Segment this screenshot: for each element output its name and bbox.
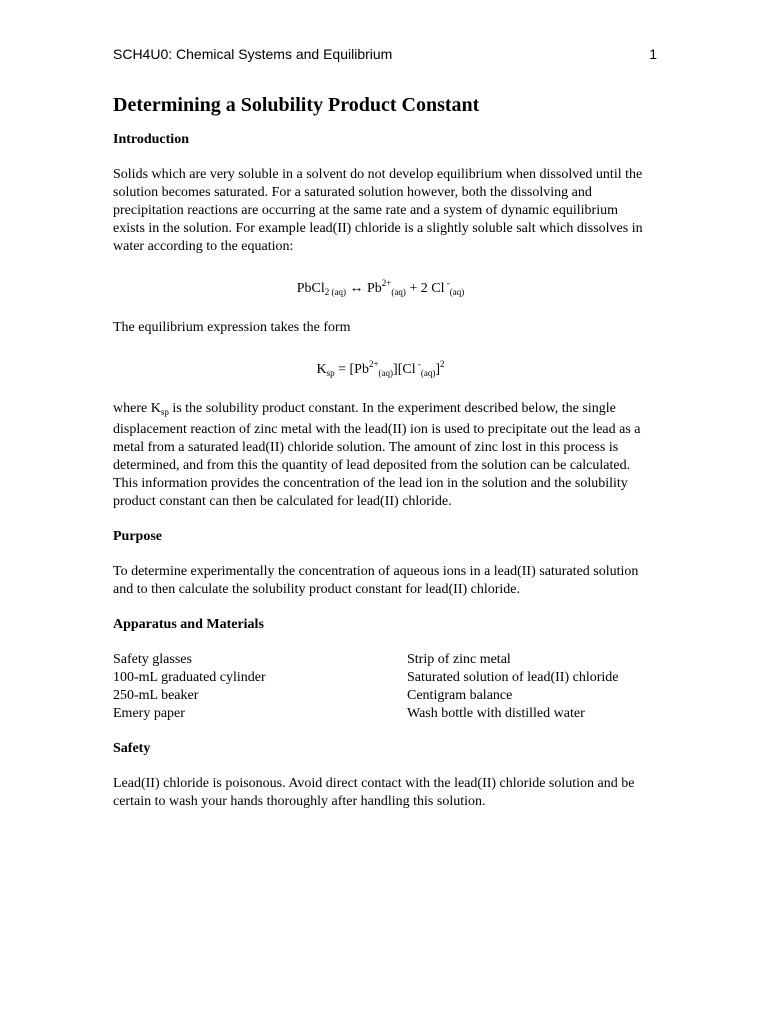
ksp-close-sup: 2 bbox=[440, 359, 445, 369]
eq-reactant-sub: 2 (aq) bbox=[324, 287, 346, 297]
purpose-paragraph: To determine experimentally the concentration of aqueous ions in a lead(II) saturated solution and to then calculate the solubility product constant for lead(II) chloride. bbox=[113, 564, 639, 597]
eq-ion2-sup: - bbox=[444, 278, 450, 288]
list-item: Emery paper bbox=[113, 706, 185, 721]
ksp-ion1-sup: 2+ bbox=[368, 359, 379, 369]
list-item: Safety glasses bbox=[113, 652, 192, 667]
ksp-ion1-sub: (aq) bbox=[378, 368, 394, 378]
eq-ion1-sub: (aq) bbox=[391, 287, 406, 297]
eq-reactant: PbCl bbox=[296, 281, 325, 296]
eq-plus: + 2 Cl bbox=[405, 281, 445, 296]
dissolution-equation bbox=[113, 274, 648, 301]
apparatus-left-column bbox=[113, 651, 407, 723]
document-body bbox=[113, 92, 648, 811]
list-item: 250-mL beaker bbox=[113, 688, 199, 703]
safety-heading: Safety bbox=[113, 741, 151, 756]
ksp-desc-start: where K bbox=[113, 401, 161, 416]
apparatus-heading: Apparatus and Materials bbox=[113, 617, 264, 632]
list-item: 100-mL graduated cylinder bbox=[113, 670, 266, 685]
ksp-ion2-sub: (aq) bbox=[420, 368, 436, 378]
ksp-description-paragraph bbox=[113, 400, 648, 511]
safety-paragraph: Lead(II) chloride is poisonous. Avoid direct contact with the lead(II) chloride solution and be certain to wash your hands thoroughly after handling this solution. bbox=[113, 776, 635, 809]
ksp-ion2-sup: - bbox=[415, 359, 421, 369]
course-title: SCH4U0: Chemical Systems and Equilibrium bbox=[113, 46, 393, 62]
eq-arrow: ↔ bbox=[346, 281, 367, 296]
eq-ion2-sub: (aq) bbox=[449, 287, 465, 297]
ksp-mid: ][Cl bbox=[393, 362, 416, 377]
ksp-sub: sp bbox=[326, 368, 335, 378]
list-item: Strip of zinc metal bbox=[407, 652, 511, 667]
list-item: Saturated solution of lead(II) chloride bbox=[407, 670, 619, 685]
page-header bbox=[113, 46, 657, 66]
ksp-desc-sub: sp bbox=[160, 407, 169, 417]
introduction-paragraph: Solids which are very soluble in a solvent do not develop equilibrium when dissolved until the solution becomes saturated. For a saturated solution however, both the dissolving and precipitation reactions are occurring at the same rate and a system of dynamic equilibrium exists in the solution. For example lead(II) chloride is a slightly soluble salt which dissolves in water according to the equation: bbox=[113, 167, 643, 254]
ksp-expression bbox=[113, 355, 648, 382]
introduction-heading: Introduction bbox=[113, 132, 189, 147]
ksp-desc-rest: is the solubility product constant. In the experiment described below, the single displacement reaction of zinc metal with the lead(II) ion is used to precipitate out the lead as a metal from a saturated lead(II) chloride solution. The amount of zinc lost in this process is determined, and from this the quantity of lead deposited from the solution can be calculated. This information provides the concentration of the lead ion in the solution and the solubility product constant can then be calculated for lead(II) chloride. bbox=[113, 401, 641, 509]
page-number: 1 bbox=[649, 46, 657, 62]
purpose-heading: Purpose bbox=[113, 529, 162, 544]
apparatus-right-column bbox=[407, 651, 657, 723]
list-item: Wash bottle with distilled water bbox=[407, 706, 585, 721]
ksp-eq: = [Pb bbox=[334, 362, 369, 377]
ksp-close: ] bbox=[435, 362, 441, 377]
apparatus-list bbox=[113, 651, 648, 723]
eq-ion1: Pb bbox=[367, 281, 382, 296]
document-title: Determining a Solubility Product Constant bbox=[113, 94, 480, 116]
equilibrium-expression-intro: The equilibrium expression takes the form bbox=[113, 320, 351, 335]
eq-ion1-sup: 2+ bbox=[381, 278, 392, 288]
list-item: Centigram balance bbox=[407, 688, 513, 703]
ksp-k: K bbox=[316, 362, 327, 377]
